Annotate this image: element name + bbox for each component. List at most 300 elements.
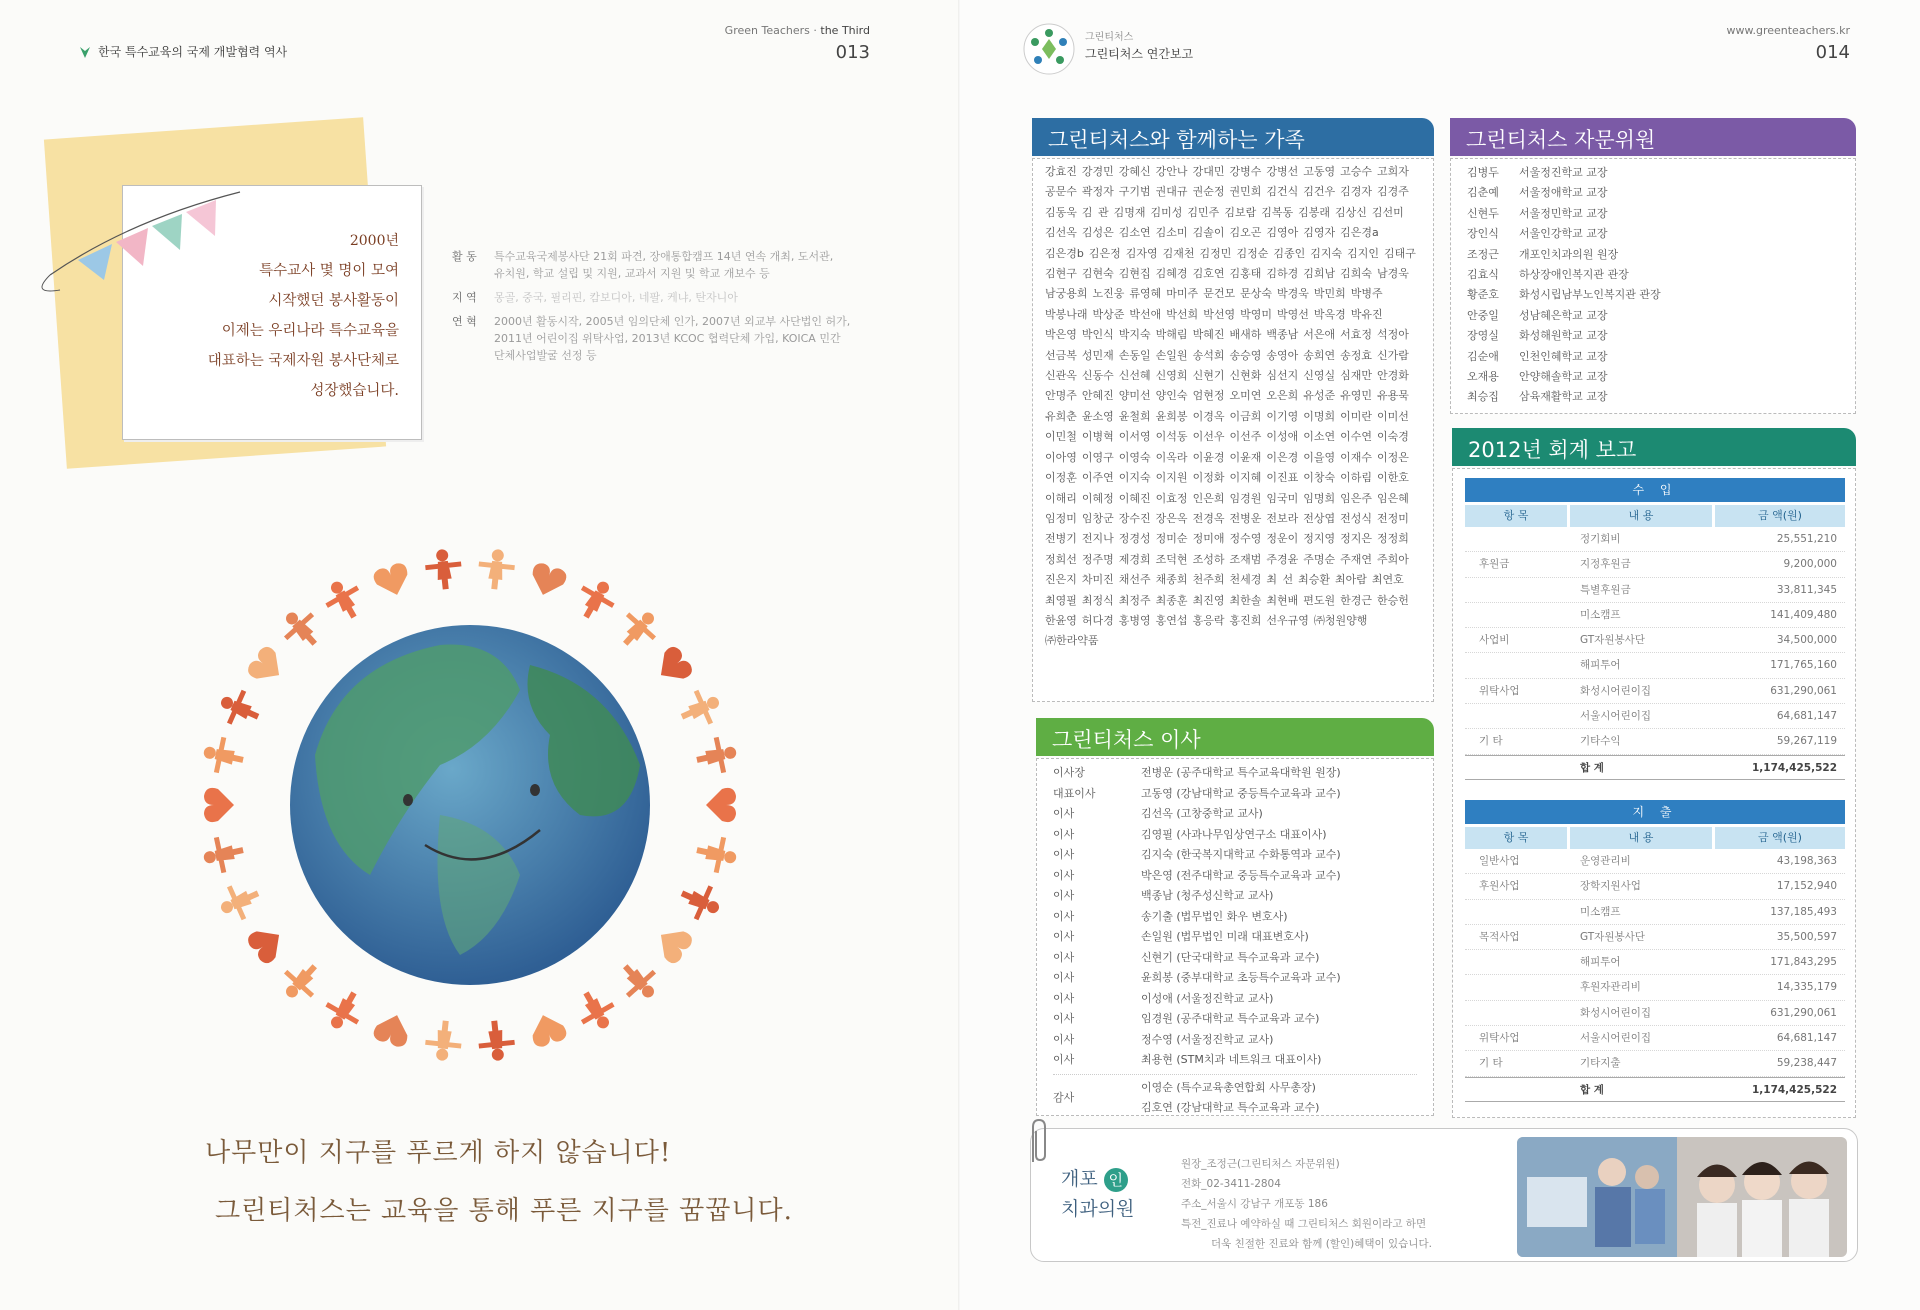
- row-description: 해피투어: [1580, 659, 1621, 672]
- family-member: 박인식: [1081, 328, 1114, 342]
- leaf-icon: [78, 45, 92, 59]
- advisor-name: 김효식: [1467, 267, 1499, 281]
- director-role: 대표이사: [1053, 786, 1096, 800]
- family-member: 박해림: [1155, 328, 1188, 342]
- advisor-title: 성남혜은학교 교장: [1519, 308, 1608, 322]
- family-member: 윤소영: [1081, 409, 1114, 423]
- family-member: 강경민: [1081, 165, 1114, 178]
- family-member: 김은경a: [1340, 226, 1379, 240]
- family-member: 이정화: [1192, 471, 1225, 485]
- family-member: ㈜청원양행: [1313, 613, 1368, 627]
- family-member: 강병선: [1266, 165, 1299, 178]
- row-description: 장학지원사업: [1580, 880, 1641, 893]
- slogan-line: 그린티처스는 교육을 통해 푸른 지구를 꿈꿉니다.: [215, 1196, 793, 1226]
- family-member: 마미주: [1166, 287, 1199, 301]
- advisor-row: [1467, 326, 1839, 346]
- family-member: 박영선: [1276, 307, 1309, 321]
- family-member: 전보라: [1266, 511, 1299, 525]
- info-block: [452, 248, 882, 371]
- family-member: 정수영: [1229, 532, 1262, 546]
- advisor-name: 황준호: [1467, 288, 1499, 302]
- family-member: 이아영: [1045, 450, 1077, 464]
- advisor-name: 장인식: [1467, 227, 1499, 241]
- family-member: 임명희: [1303, 491, 1336, 505]
- advisor-title: 안양해솔학교 교장: [1519, 369, 1608, 383]
- advisor-row: [1467, 183, 1839, 203]
- paper-doll-icon: [318, 573, 369, 626]
- advisor-title: 서울정애학교 교장: [1519, 186, 1608, 200]
- row-amount: 64,681,147: [1776, 1032, 1837, 1045]
- family-member: 김복동: [1261, 205, 1294, 219]
- paper-doll-icon: [570, 573, 621, 626]
- row-amount: 14,335,179: [1776, 981, 1837, 994]
- family-member: 윤철희: [1118, 409, 1151, 423]
- family-member: 김호연: [1192, 267, 1225, 281]
- family-member: 한윤영: [1045, 613, 1077, 627]
- row-amount: 17,152,940: [1776, 880, 1837, 893]
- family-member: 한승헌: [1377, 593, 1409, 607]
- family-member: 임은주: [1340, 491, 1373, 505]
- family-member: 엄현정: [1192, 389, 1225, 403]
- family-member: 허다경: [1081, 613, 1114, 627]
- col-item-header: 항 목: [1465, 505, 1567, 527]
- family-member: 이정훈: [1045, 471, 1077, 485]
- advisor-title: 서울정민학교 교장: [1519, 206, 1608, 220]
- director-role: 이사: [1053, 848, 1075, 861]
- paper-doll-icon: [675, 684, 726, 733]
- family-member: 신선혜: [1118, 369, 1151, 383]
- family-member: 최진영: [1192, 593, 1225, 607]
- expense-column-headers: [1465, 827, 1845, 849]
- info-row: [452, 289, 882, 306]
- advisor-title: 삼육재활학교 교장: [1519, 390, 1608, 404]
- advisor-name: 오재용: [1467, 369, 1499, 383]
- director-role: 이사: [1053, 930, 1075, 943]
- info-value: 몽골, 중국, 필리핀, 캄보디아, 네팔, 케냐, 탄자니아: [494, 291, 738, 304]
- family-member: 권민희: [1229, 185, 1262, 199]
- income-row: [1465, 653, 1845, 678]
- director-role: 이사장: [1053, 766, 1085, 779]
- paper-doll-icon: [476, 548, 516, 592]
- row-category: [1465, 950, 1570, 974]
- director-name: 고동영 (강남대학교 중등특수교육과 교수): [1141, 786, 1341, 800]
- note-line: 특수교사 몇 명이 모여: [259, 263, 399, 279]
- family-member: 최종훈: [1155, 593, 1188, 607]
- paper-doll-icon: [275, 954, 329, 1008]
- row-description: 기타수익: [1580, 735, 1621, 748]
- family-member: 이기영: [1266, 409, 1299, 423]
- family-member: 박경욱: [1276, 287, 1309, 301]
- family-member: 임창군: [1081, 511, 1114, 525]
- family-member: 이선주: [1229, 430, 1262, 444]
- family-member: 이선우: [1192, 430, 1225, 444]
- family-member: 신현기: [1192, 369, 1225, 383]
- director-role: 이사: [1053, 991, 1075, 1005]
- row-amount: 59,238,447: [1776, 1057, 1837, 1070]
- family-member: 이미란: [1340, 409, 1373, 423]
- family-member: 정희선: [1045, 552, 1077, 566]
- family-member: 이지혜: [1229, 471, 1262, 485]
- info-value: 유치원, 학교 설립 및 지원, 교과서 지원 및 학교 개보수 등: [494, 267, 770, 280]
- family-member: 홍연섭: [1155, 613, 1188, 627]
- family-member: 김영자: [1303, 226, 1336, 240]
- director-row: [1053, 866, 1417, 887]
- director-row: [1053, 845, 1417, 866]
- clinic-name-b: 치과의원: [1061, 1198, 1135, 1220]
- family-member: 전지나: [1081, 532, 1114, 546]
- row-category: 위탁사업: [1479, 684, 1520, 697]
- family-member: 신현화: [1229, 369, 1262, 383]
- family-member: 강효진: [1045, 165, 1077, 178]
- paper-doll-icon: [424, 548, 464, 592]
- family-member: 신영희: [1155, 369, 1188, 383]
- director-name: 전병운 (공주대학교 특수교육대학원 원장): [1141, 766, 1341, 779]
- director-role: 이사: [1053, 1032, 1075, 1046]
- advisor-row: [1467, 204, 1839, 224]
- director-row: [1053, 968, 1417, 989]
- divider: [1053, 1074, 1417, 1075]
- row-description: 기타지출: [1580, 1057, 1621, 1070]
- family-member: 김현숙: [1081, 267, 1114, 281]
- row-description: 지정후원금: [1580, 558, 1631, 571]
- family-member: 손동일: [1118, 348, 1151, 362]
- issue: the Third: [820, 24, 870, 37]
- info-key: 활 동: [452, 250, 477, 263]
- family-member: 김미성: [1150, 205, 1183, 219]
- family-member: 인은희: [1192, 491, 1225, 505]
- paper-doll-icon: [275, 602, 329, 656]
- advisor-row: [1467, 347, 1839, 367]
- family-member: 박유진: [1350, 307, 1383, 321]
- info-value: 단체사업발굴 선정 등: [494, 349, 597, 362]
- row-amount: 34,500,000: [1776, 634, 1837, 647]
- paper-doll-icon: [693, 734, 740, 778]
- family-member: 김경주: [1377, 185, 1409, 199]
- family-member: 이금희: [1229, 409, 1262, 423]
- family-member: 이진표: [1266, 471, 1299, 485]
- advisor-row: [1467, 387, 1839, 407]
- advisor-title: 화성해원학교 교장: [1519, 329, 1608, 343]
- director-name: 윤희봉 (중부대학교 초등특수교육과 교수): [1141, 971, 1341, 984]
- row-amount: 9,200,000: [1783, 558, 1837, 571]
- director-name: 김선옥 (고창중학교 교사): [1141, 807, 1263, 820]
- col-amount-header: 금 액(원): [1715, 505, 1845, 527]
- family-member: 박지숙: [1118, 328, 1151, 342]
- director-name: 신현기 (단국대학교 특수교육과 교수): [1141, 950, 1320, 964]
- advisor-row: [1467, 224, 1839, 244]
- family-member: 차미진: [1081, 573, 1114, 587]
- clinic-photo: [1517, 1137, 1847, 1257]
- family-member: 신동수: [1081, 369, 1114, 383]
- family-member: 이정은: [1377, 450, 1409, 464]
- family-member: 제경희: [1118, 552, 1151, 566]
- note-line: 대표하는 국제자원 봉사단체로: [207, 353, 399, 369]
- auditor-row: [1053, 1078, 1417, 1118]
- row-description: 해피투어: [1580, 956, 1621, 969]
- family-member: 이숙경: [1377, 430, 1409, 444]
- family-member: 최한솔: [1229, 593, 1262, 607]
- family-member: 배새하: [1229, 328, 1262, 342]
- family-member: 김현집: [1118, 267, 1151, 281]
- total-label: 합 계: [1580, 761, 1604, 774]
- family-member: 김정민: [1199, 246, 1232, 260]
- family-member: 주재연: [1340, 552, 1373, 566]
- total-amount: 1,174,425,522: [1751, 761, 1837, 774]
- family-member: 김재천: [1162, 246, 1195, 260]
- heart-icon: [245, 921, 289, 966]
- family-member: 채종희: [1155, 573, 1188, 587]
- family-member: 이소연: [1303, 430, 1336, 444]
- family-member: 양미선: [1118, 389, 1151, 403]
- family-member: 유용묵: [1377, 389, 1409, 403]
- heart-icon: [372, 1010, 414, 1049]
- family-member: 이병혁: [1081, 430, 1114, 444]
- family-member: 주희아: [1377, 552, 1409, 566]
- family-member: 이영숙: [1118, 450, 1151, 464]
- advisor-title: 개포인치과의원 원장: [1519, 247, 1619, 261]
- family-member: 주경윤: [1266, 552, 1299, 566]
- row-category: [1465, 603, 1570, 627]
- family-member: 안명주: [1045, 389, 1077, 403]
- row-amount: 33,811,345: [1776, 583, 1837, 596]
- advisor-name: 김병두: [1467, 166, 1499, 179]
- family-member: 송석희: [1192, 348, 1225, 362]
- family-member: 김동욱: [1045, 205, 1077, 219]
- heart-icon: [372, 561, 414, 600]
- section-header: [78, 43, 287, 60]
- heart-icon: [651, 644, 695, 689]
- info-value: 2000년 활동시작, 2005년 임의단체 인가, 2007년 외교부 사단법인 허가,: [494, 315, 851, 328]
- income-label: 수 입: [1465, 478, 1845, 502]
- family-member: 이주연: [1081, 471, 1114, 485]
- info-value: 특수교육국제봉사단 21회 파견, 장애통합캠프 14년 연속 개최, 도서관,: [494, 250, 834, 263]
- total-label: 합 계: [1580, 1083, 1604, 1096]
- row-category: [1465, 704, 1570, 728]
- family-member: 김건우: [1303, 185, 1336, 199]
- row-description: 후원자관리비: [1580, 981, 1641, 994]
- row-category: 일반사업: [1479, 855, 1520, 867]
- director-row: [1053, 989, 1417, 1010]
- row-category: [1465, 578, 1570, 602]
- director-name: 김영필 (사과나무임상연구소 대표이사): [1141, 827, 1327, 841]
- heart-icon: [706, 788, 736, 822]
- row-category: 사업비: [1479, 634, 1510, 647]
- family-member: 성민재: [1081, 348, 1114, 362]
- page-number: 014: [1815, 42, 1850, 63]
- expense-row: [1465, 975, 1845, 1000]
- family-member: 전성식: [1340, 511, 1373, 525]
- advisor-row: [1467, 367, 1839, 387]
- director-role: 이사: [1053, 868, 1075, 882]
- family-member: 전상엽: [1303, 511, 1336, 525]
- accounting-header: 2012년 회계 보고: [1452, 428, 1856, 466]
- clinic-name: [1061, 1164, 1134, 1224]
- family-member: 김자영: [1125, 246, 1158, 260]
- family-member: 김홍태: [1229, 267, 1262, 281]
- family-member: 장수진: [1118, 511, 1151, 525]
- family-member: 정주명: [1081, 552, 1114, 566]
- expense-label: 지 출: [1465, 800, 1845, 824]
- family-member: 김소연: [1118, 226, 1151, 240]
- family-member: 김태구: [1384, 246, 1416, 260]
- row-amount: 59,267,119: [1776, 735, 1837, 748]
- expense-row: [1465, 1026, 1845, 1051]
- family-member: 김지인: [1347, 246, 1379, 260]
- family-member: 김소미: [1155, 226, 1188, 240]
- running-head: Green Teachers · the Third: [724, 24, 870, 37]
- family-member: 송정효: [1340, 348, 1373, 362]
- expense-row: [1465, 849, 1845, 874]
- family-member: 박혜진: [1192, 328, 1225, 342]
- brand: Green Teachers: [724, 24, 810, 37]
- page-number: 013: [835, 42, 870, 63]
- row-amount: 631,290,061: [1770, 684, 1837, 697]
- eye-icon: [403, 794, 413, 806]
- family-member: 박봉나래: [1045, 307, 1088, 321]
- income-row: [1465, 603, 1845, 628]
- director-row: [1053, 1009, 1417, 1030]
- row-category: 후원사업: [1479, 880, 1520, 893]
- family-member: 채선주: [1118, 573, 1151, 587]
- family-member: 김지숙: [1310, 246, 1343, 260]
- row-description: 서울시어린이집: [1580, 710, 1652, 723]
- advisor-title: 서울정진학교 교장: [1519, 166, 1608, 179]
- family-member: 박옥경: [1313, 307, 1346, 321]
- row-category: [1465, 975, 1570, 999]
- paper-doll-icon: [476, 1019, 516, 1063]
- paper-doll-icon: [612, 602, 666, 656]
- paper-doll-icon: [200, 734, 247, 778]
- family-member: 전병운: [1229, 511, 1262, 525]
- family-member: 박선희: [1166, 307, 1199, 321]
- director-row: [1053, 1050, 1417, 1071]
- row-description: GT자원봉사단: [1580, 930, 1645, 943]
- family-member: 김봉래: [1298, 205, 1330, 219]
- expense-total-row: [1465, 1077, 1845, 1102]
- director-role: 이사: [1053, 889, 1075, 902]
- advisors-list: [1450, 158, 1856, 414]
- heart-icon: [527, 1010, 569, 1049]
- paper-doll-icon: [693, 833, 740, 877]
- family-member: 주명순: [1303, 552, 1336, 566]
- family-member: 전정미: [1377, 511, 1409, 525]
- director-role: 이사: [1053, 807, 1075, 820]
- expense-row: [1465, 900, 1845, 925]
- family-member: 정미애: [1192, 532, 1225, 546]
- family-member: 김선미: [1371, 205, 1404, 219]
- family-member: 공문수: [1045, 185, 1077, 199]
- family-member: 최승환: [1298, 573, 1330, 587]
- row-description: 화성시어린이집: [1580, 1006, 1652, 1019]
- director-name: 백종남 (청주성신학교 교사): [1141, 889, 1274, 902]
- director-row: [1053, 763, 1417, 784]
- row-category: 기 타: [1479, 1057, 1503, 1070]
- family-member: 유희춘: [1045, 409, 1077, 423]
- family-member: 임정미: [1045, 511, 1077, 525]
- family-member: 김현구: [1045, 267, 1077, 281]
- clinic-name-dot: 인: [1104, 1168, 1128, 1192]
- family-member: 류영혜: [1129, 287, 1162, 301]
- advisor-name: 장영실: [1467, 329, 1499, 343]
- info-value: 2011년 어린이집 위탁사업, 2013년 KCOC 협력단체 가입, KOICA 민간: [494, 332, 841, 345]
- row-category: 후원금: [1479, 558, 1510, 571]
- advisor-name: 김순애: [1467, 349, 1499, 363]
- green-teachers-logo-icon: [1022, 22, 1076, 76]
- income-column-headers: [1465, 505, 1845, 527]
- family-member: 김성은: [1081, 226, 1114, 240]
- family-member: 송승영: [1229, 348, 1262, 362]
- family-member: 이하림: [1340, 471, 1373, 485]
- paper-doll-icon: [570, 984, 621, 1037]
- family-member: 최영필: [1045, 593, 1077, 607]
- income-row: [1465, 628, 1845, 653]
- advisor-name: 최승집: [1467, 390, 1499, 404]
- note-line: 시작했던 봉사활동이: [268, 293, 399, 309]
- family-member: 김은경b: [1045, 246, 1084, 260]
- row-description: 정기회비: [1580, 533, 1621, 545]
- director-row: [1053, 1030, 1417, 1051]
- director-row: [1053, 948, 1417, 969]
- advisor-row: [1467, 306, 1839, 326]
- earth-illustration: [140, 515, 800, 1095]
- family-member: 윤희봉: [1155, 409, 1188, 423]
- family-member: 이창숙: [1303, 471, 1336, 485]
- family-member: 심선지: [1266, 369, 1299, 383]
- clinic-address: 주소_서울시 강남구 개포동 186: [1181, 1198, 1328, 1210]
- paper-doll-icon: [612, 954, 666, 1008]
- director-name: 이성애 (서울정진학교 교사): [1141, 991, 1274, 1005]
- director-name: 김지숙 (한국복지대학교 수화통역과 교수): [1141, 848, 1341, 861]
- family-member: 이혜진: [1118, 491, 1151, 505]
- family-member: 김하경: [1266, 267, 1299, 281]
- family-member: 정지영: [1303, 532, 1336, 546]
- director-row: [1053, 907, 1417, 928]
- family-member: 임은혜: [1377, 491, 1409, 505]
- director-row: [1053, 825, 1417, 846]
- family-member: ㈜한라약품: [1045, 634, 1099, 648]
- family-member: 문건모: [1203, 287, 1236, 301]
- heart-icon: [527, 561, 569, 600]
- directors-header: 그린티처스 이사: [1036, 718, 1434, 756]
- family-member: 김희숙: [1340, 267, 1373, 281]
- family-member: 임경원: [1229, 491, 1262, 505]
- row-amount: 171,843,295: [1770, 956, 1837, 969]
- director-name: 임경원 (공주대학교 특수교육과 교수): [1141, 1012, 1320, 1025]
- auditor-role: 감사: [1053, 1090, 1075, 1104]
- family-member: 김명재: [1113, 205, 1146, 219]
- family-member: 박병주: [1350, 287, 1383, 301]
- family-member: 전경옥: [1192, 511, 1225, 525]
- family-member: 오은희: [1266, 389, 1299, 403]
- family-member: 이혜정: [1081, 491, 1114, 505]
- row-description: 화성시어린이집: [1580, 684, 1652, 697]
- slogan-line: 나무만이 지구를 푸르게 하지 않습니다!: [205, 1138, 672, 1168]
- clinic-director: 원장_조정근(그린티처스 자문위원): [1181, 1158, 1340, 1170]
- row-description: 미소캠프: [1580, 905, 1621, 918]
- family-member: 김희남: [1303, 267, 1336, 281]
- row-amount: 43,198,363: [1776, 855, 1837, 867]
- income-row: [1465, 704, 1845, 729]
- expense-row: [1465, 925, 1845, 950]
- director-row: [1053, 886, 1417, 907]
- family-member: 손일원: [1155, 348, 1188, 362]
- row-category: 기 타: [1479, 735, 1503, 748]
- family-member: 김보람: [1224, 205, 1257, 219]
- row-amount: 35,500,597: [1776, 930, 1837, 943]
- family-list: [1032, 158, 1434, 702]
- family-member: 김혜경: [1155, 267, 1188, 281]
- family-member: 강병수: [1229, 165, 1262, 178]
